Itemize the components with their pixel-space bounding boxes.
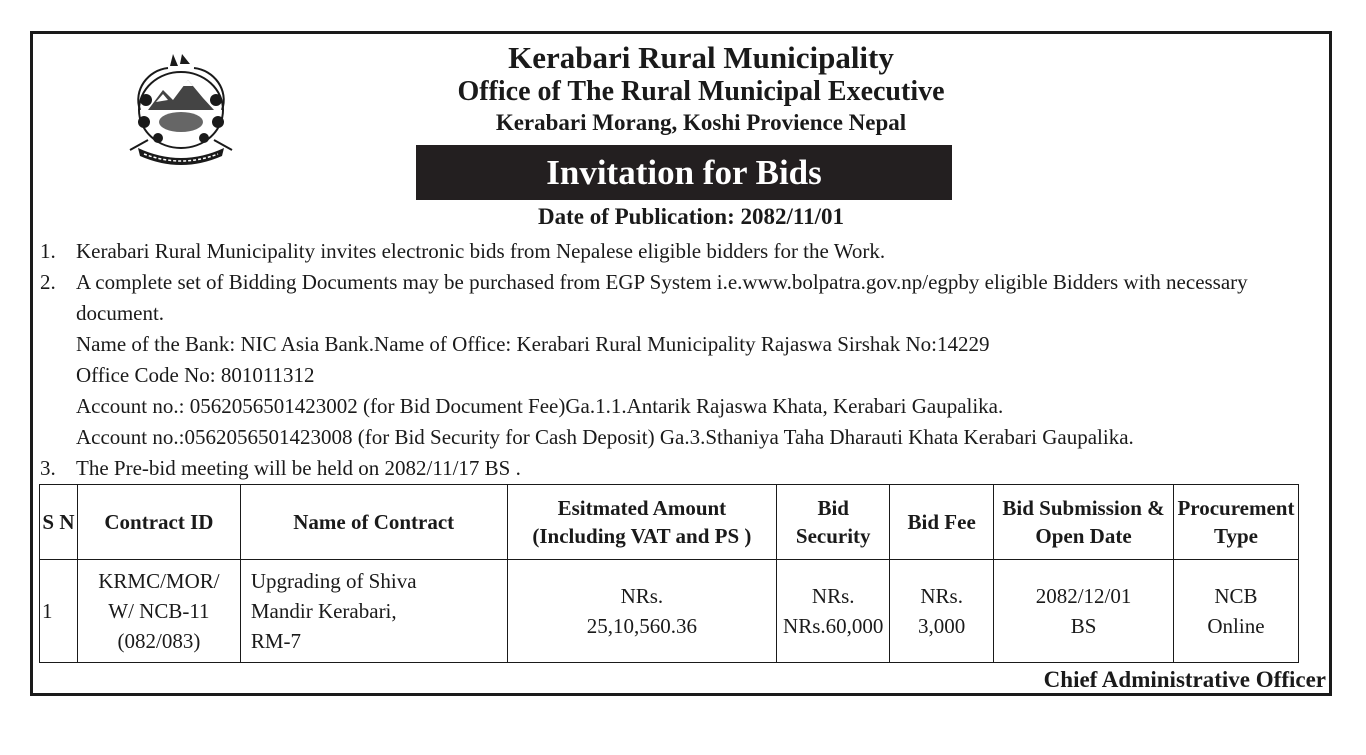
item-text: Kerabari Rural Municipality invites electronic bids from Nepalese eligible bidders for the Work. bbox=[76, 239, 886, 263]
item-number: 1. bbox=[40, 239, 56, 263]
item-text: The Pre-bid meeting will be held on 2082/11/17 BS . bbox=[76, 456, 521, 480]
amount-line: NRs. bbox=[620, 584, 664, 608]
column-header-contract-id: Contract ID bbox=[77, 485, 240, 560]
cell-contract-id bbox=[77, 560, 240, 663]
cell-fee bbox=[890, 560, 994, 663]
submission-line: 2082/12/01 bbox=[1035, 584, 1132, 608]
fee-line: 3,000 bbox=[918, 614, 966, 638]
list-item bbox=[40, 453, 1330, 484]
procurement-line: Online bbox=[1207, 614, 1265, 638]
column-header-name: Name of Contract bbox=[240, 485, 507, 560]
item-text: A complete set of Bidding Documents may be purchased from EGP System i.e.www.bolpatra.gov.np/egpby eligible Bidders with necessary document. bbox=[76, 270, 1248, 325]
contract-id-line: W/ NCB-11 bbox=[108, 599, 210, 623]
fee-line: NRs. bbox=[920, 584, 963, 608]
amount-header-line: (Including VAT and PS ) bbox=[532, 524, 752, 548]
cell-security bbox=[777, 560, 890, 663]
account-security-line: Account no.:0562056501423008 (for Bid Security for Cash Deposit) Ga.3.Sthaniya Taha Dharauti Khata Kerabari Gaupalika. bbox=[76, 425, 1134, 449]
cell-procurement bbox=[1173, 560, 1298, 663]
notice-body bbox=[40, 236, 1330, 484]
cell-amount bbox=[507, 560, 777, 663]
security-line: NRs.60,000 bbox=[783, 614, 884, 638]
notice-banner: Invitation for Bids bbox=[416, 145, 952, 200]
account-fee-line: Account no.: 0562056501423002 (for Bid Document Fee)Ga.1.1.Antarik Rajaswa Khata, Kerabari Gaupalika. bbox=[76, 394, 1004, 418]
table-header-row bbox=[40, 485, 1299, 560]
contract-name-line: Mandir Kerabari, bbox=[250, 599, 397, 623]
list-item bbox=[40, 236, 1330, 267]
cell-submission bbox=[994, 560, 1174, 663]
signatory-title: Chief Administrative Officer bbox=[1043, 667, 1326, 692]
bids-table bbox=[39, 484, 1299, 663]
amount-header-line: Esitmated Amount bbox=[557, 496, 727, 520]
item-number: 2. bbox=[40, 270, 56, 294]
bank-name-line: Name of the Bank: NIC Asia Bank.Name of Office: Kerabari Rural Municipality Rajaswa Sirshak No:14229 bbox=[76, 332, 990, 356]
column-header-procurement: Procurement Type bbox=[1173, 485, 1298, 560]
column-header-fee: Bid Fee bbox=[890, 485, 994, 560]
amount-line: 25,10,560.36 bbox=[586, 614, 698, 638]
contract-id-line: KRMC/MOR/ bbox=[98, 569, 220, 593]
contract-id-line: (082/083) bbox=[117, 629, 201, 653]
column-header-security: Bid Security bbox=[777, 485, 890, 560]
municipality-name: Kerabari Rural Municipality bbox=[508, 40, 894, 75]
table-row bbox=[40, 560, 1299, 663]
list-item bbox=[40, 267, 1330, 329]
column-header-sn: S N bbox=[40, 485, 78, 560]
column-header-amount bbox=[507, 485, 777, 560]
publication-date: Date of Publication: 2082/11/01 bbox=[537, 204, 845, 229]
office-name: Office of The Rural Municipal Executive bbox=[457, 76, 945, 107]
office-code-line: Office Code No: 801011312 bbox=[76, 363, 315, 387]
item-number: 3. bbox=[40, 456, 56, 480]
contract-name-line: RM-7 bbox=[250, 629, 302, 653]
procurement-line: NCB bbox=[1214, 584, 1258, 608]
cell-contract-name bbox=[240, 560, 507, 663]
contract-name-line: Upgrading of Shiva bbox=[250, 569, 417, 593]
security-line: NRs. bbox=[811, 584, 855, 608]
cell-sn: 1 bbox=[40, 560, 78, 663]
office-address: Kerabari Morang, Koshi Provience Nepal bbox=[495, 110, 907, 135]
submission-line: BS bbox=[1070, 614, 1097, 638]
column-header-submission: Bid Submission & Open Date bbox=[994, 485, 1174, 560]
